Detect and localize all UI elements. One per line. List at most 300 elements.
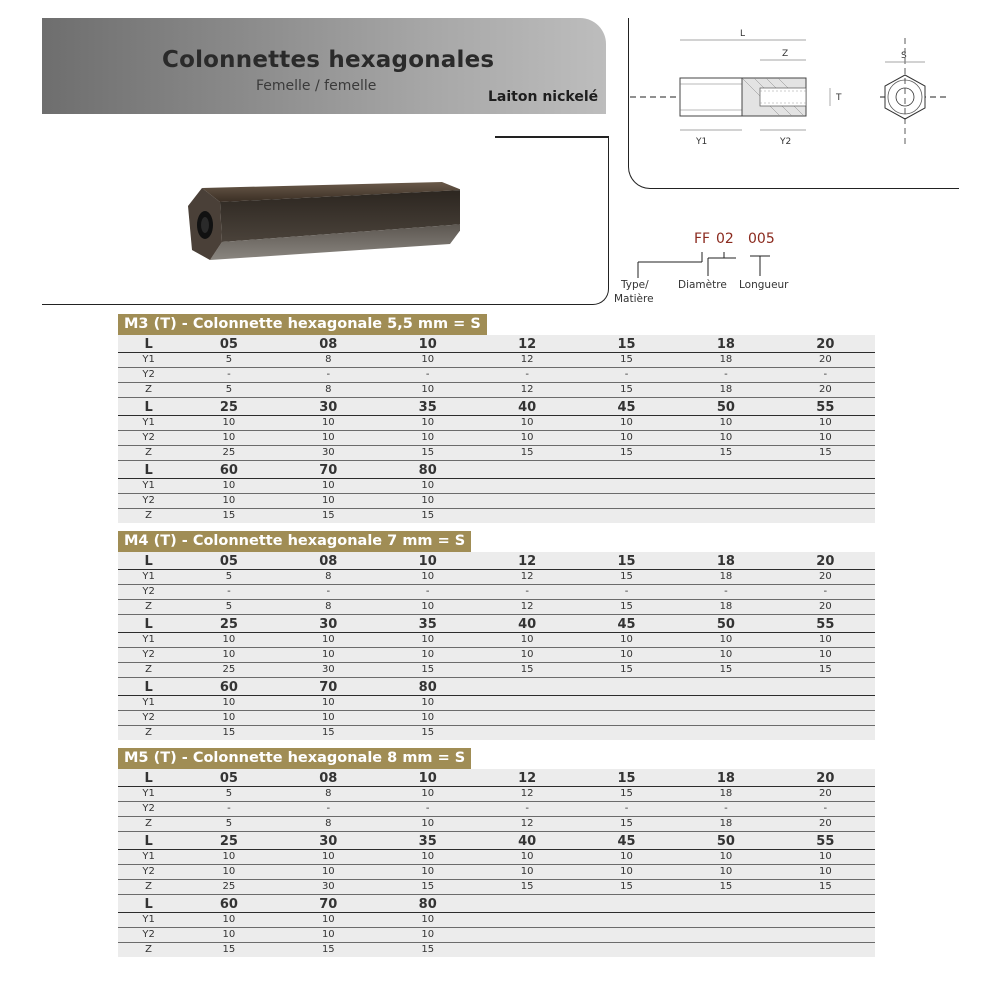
table-cell: 15 (620, 447, 633, 458)
table-cell: 15 (617, 554, 636, 569)
row-label: L (144, 771, 153, 786)
table-cell: 8 (325, 571, 332, 582)
table-cell: 30 (319, 617, 338, 632)
table-row (118, 696, 875, 711)
dim-label-y2: Y2 (780, 137, 792, 147)
page-subtitle: Femelle / femelle (256, 78, 377, 94)
row-label: Y1 (142, 788, 155, 799)
table-cell: 10 (818, 432, 832, 443)
table-cell: 15 (620, 601, 633, 612)
table-cell: 5 (225, 788, 233, 799)
table-cell: - (823, 369, 828, 380)
table-cell: 10 (222, 417, 236, 428)
table-row (118, 446, 875, 461)
table-cell: 15 (421, 881, 435, 892)
table-cell (776, 928, 875, 942)
table-cell: 12 (520, 788, 534, 799)
table-cell: 15 (321, 944, 335, 955)
table-cell (776, 711, 875, 725)
table-cell (676, 895, 775, 912)
row-label: Y1 (142, 417, 155, 428)
row-label: Y1 (142, 634, 155, 645)
table-cell (577, 479, 676, 493)
table-cell (676, 928, 775, 942)
photo-frame-top-line (495, 136, 608, 138)
row-label: Z (145, 510, 153, 521)
table-cell: 10 (321, 697, 335, 708)
table-cell: 35 (418, 617, 437, 632)
table-cell: 35 (418, 400, 437, 415)
table-row (118, 416, 875, 431)
dim-label-s: S (901, 51, 907, 61)
table-cell: 15 (620, 881, 633, 892)
row-label: Y1 (142, 697, 155, 708)
table-cell (577, 913, 676, 927)
table-cell: 55 (816, 834, 835, 849)
table-cell: 15 (620, 788, 633, 799)
row-label: Y2 (142, 649, 155, 660)
row-label: Y1 (142, 480, 155, 491)
spec-table (118, 335, 875, 523)
row-label: Z (145, 601, 153, 612)
table-row (118, 648, 875, 663)
table-cell (477, 711, 576, 725)
table-cell: 10 (222, 480, 236, 491)
table-row (118, 802, 875, 817)
table-cell: 15 (520, 447, 534, 458)
row-label: Y2 (142, 803, 155, 814)
table-cell: 18 (719, 601, 733, 612)
spec-table (118, 769, 875, 957)
row-label: L (144, 617, 153, 632)
table-cell: 30 (321, 447, 335, 458)
length-row (118, 615, 875, 633)
table-cell: 10 (321, 914, 335, 925)
table-cell: - (227, 369, 231, 380)
length-row (118, 769, 875, 787)
table-row (118, 509, 875, 523)
table-cell (577, 494, 676, 508)
table-cell: 15 (620, 664, 633, 675)
table-cell: 15 (222, 727, 236, 738)
table-cell: 15 (818, 664, 832, 675)
table-cell: 15 (421, 510, 435, 521)
table-row (118, 711, 875, 726)
table-cell: 5 (225, 384, 233, 395)
table-cell: 10 (818, 417, 832, 428)
table-cell: 30 (321, 881, 335, 892)
table-row (118, 494, 875, 509)
table-cell: 70 (319, 897, 338, 912)
table-row (118, 585, 875, 600)
table-cell: 25 (219, 617, 238, 632)
table-cell: 10 (421, 354, 435, 365)
code-part-type: FF (694, 231, 711, 247)
table-cell: 18 (719, 818, 733, 829)
row-label: Z (145, 881, 153, 892)
row-label: L (144, 554, 153, 569)
table-cell: 15 (719, 664, 733, 675)
table-cell: 10 (418, 554, 437, 569)
table-row (118, 633, 875, 648)
table-cell: 45 (617, 617, 636, 632)
table-cell: 15 (421, 664, 435, 675)
row-label: Z (145, 944, 153, 955)
table-cell: 12 (520, 354, 534, 365)
table-cell: 35 (418, 834, 437, 849)
table-cell: 10 (321, 495, 335, 506)
table-cell: 10 (620, 634, 633, 645)
table-cell (477, 461, 576, 478)
product-photo (180, 178, 460, 268)
table-cell (676, 943, 775, 957)
table-cell: 10 (321, 634, 335, 645)
table-cell: 50 (716, 834, 735, 849)
table-cell (477, 895, 576, 912)
table-cell (477, 509, 576, 523)
table-cell: 10 (421, 866, 435, 877)
table-cell: 80 (418, 463, 437, 478)
table-cell: 12 (520, 571, 534, 582)
table-cell: 55 (816, 400, 835, 415)
row-label: Z (145, 664, 153, 675)
table-cell: 15 (620, 571, 633, 582)
table-cell: 25 (219, 400, 238, 415)
row-label: Z (145, 727, 153, 738)
row-label: Y2 (142, 432, 155, 443)
row-label: Y2 (142, 495, 155, 506)
length-row (118, 895, 875, 913)
table-cell: 15 (620, 354, 633, 365)
table-cell: 10 (818, 634, 832, 645)
table-cell: 45 (617, 834, 636, 849)
table-cell: 10 (421, 601, 435, 612)
row-label: Y1 (142, 914, 155, 925)
table-cell (776, 678, 875, 695)
table-cell (676, 479, 775, 493)
legend-type: Type/ (621, 279, 649, 291)
table-cell: 15 (321, 727, 335, 738)
table-cell: 25 (222, 664, 236, 675)
row-label: L (144, 337, 153, 352)
table-cell: 20 (818, 601, 832, 612)
table-cell: - (425, 586, 430, 597)
table-cell: 18 (719, 788, 733, 799)
row-label: Z (145, 447, 153, 458)
table-cell: 40 (518, 834, 537, 849)
table-row (118, 913, 875, 928)
table-cell: 18 (719, 384, 733, 395)
table-cell: - (525, 803, 529, 814)
table-cell: 10 (818, 851, 832, 862)
row-label: Z (145, 384, 153, 395)
table-cell: 10 (418, 337, 437, 352)
table-cell: 20 (818, 571, 832, 582)
row-label: L (144, 834, 153, 849)
length-row (118, 832, 875, 850)
table-cell: - (525, 369, 529, 380)
table-cell (477, 479, 576, 493)
table-cell: 40 (518, 617, 537, 632)
table-cell: 5 (225, 601, 233, 612)
table-cell (676, 461, 775, 478)
table-cell: 10 (620, 866, 633, 877)
table-cell: 70 (319, 680, 338, 695)
table-cell: 10 (418, 771, 437, 786)
table-row (118, 663, 875, 678)
table-row (118, 787, 875, 802)
table-cell (676, 678, 775, 695)
table-cell: 10 (421, 384, 435, 395)
table-cell: 10 (520, 649, 534, 660)
technical-drawing (630, 18, 960, 158)
table-cell (577, 943, 676, 957)
table-cell: 10 (222, 495, 236, 506)
table-cell: 25 (222, 447, 236, 458)
table-cell: 70 (319, 463, 338, 478)
table-cell (477, 928, 576, 942)
table-cell: - (624, 803, 629, 814)
table-cell: 10 (620, 417, 633, 428)
length-row (118, 552, 875, 570)
code-part-length: 005 (748, 231, 775, 247)
table-cell: 10 (421, 432, 435, 443)
row-label: Y2 (142, 866, 155, 877)
row-label: L (144, 463, 153, 478)
table-cell: - (326, 803, 331, 814)
table-row (118, 928, 875, 943)
dim-label-y1: Y1 (696, 137, 708, 147)
row-label: Y2 (142, 712, 155, 723)
table-cell (676, 696, 775, 710)
table-cell (577, 726, 676, 740)
table-cell: 50 (716, 617, 735, 632)
table-cell (676, 913, 775, 927)
table-cell (577, 895, 676, 912)
table-cell (477, 726, 576, 740)
table-cell: 10 (620, 649, 633, 660)
table-cell (577, 928, 676, 942)
table-cell (776, 895, 875, 912)
legend-length: Longueur (739, 279, 789, 291)
table-cell: 60 (219, 897, 238, 912)
table-cell (776, 494, 875, 508)
table-cell: 10 (222, 697, 236, 708)
table-cell: 10 (421, 788, 435, 799)
table-cell: - (624, 586, 629, 597)
row-label: Y2 (142, 369, 155, 380)
table-cell: 10 (321, 480, 335, 491)
row-label: L (144, 680, 153, 695)
table-row (118, 850, 875, 865)
table-cell: 55 (816, 617, 835, 632)
table-cell: 20 (818, 788, 832, 799)
table-cell (577, 696, 676, 710)
table-cell (676, 494, 775, 508)
table-cell: 10 (719, 851, 733, 862)
table-cell (577, 461, 676, 478)
table-cell (676, 726, 775, 740)
table-row (118, 479, 875, 494)
table-cell (776, 943, 875, 957)
table-cell: 10 (421, 571, 435, 582)
table-cell: 15 (818, 881, 832, 892)
table-cell: 12 (518, 554, 537, 569)
table-cell: 10 (719, 649, 733, 660)
length-row (118, 678, 875, 696)
table-cell: 10 (421, 851, 435, 862)
table-cell: - (724, 803, 728, 814)
table-cell: 45 (617, 400, 636, 415)
table-row (118, 726, 875, 740)
table-cell: 10 (421, 649, 435, 660)
table-cell: 12 (518, 771, 537, 786)
table-cell (577, 711, 676, 725)
table-cell: - (326, 369, 331, 380)
row-label: Y2 (142, 586, 155, 597)
length-row (118, 461, 875, 479)
table-cell: 12 (520, 601, 534, 612)
table-cell: 20 (816, 337, 835, 352)
table-cell: 10 (321, 417, 335, 428)
section-heading: M4 (T) - Colonnette hexagonale 7 mm = S (118, 531, 471, 552)
table-cell: 20 (816, 771, 835, 786)
length-row (118, 398, 875, 416)
table-cell: 50 (716, 400, 735, 415)
table-cell: 15 (617, 337, 636, 352)
table-cell: 10 (421, 712, 435, 723)
table-cell: 10 (719, 866, 733, 877)
table-cell (676, 711, 775, 725)
table-cell: - (425, 369, 430, 380)
table-cell: - (227, 803, 231, 814)
table-cell: 8 (325, 818, 332, 829)
table-cell: 05 (219, 771, 238, 786)
table-row (118, 431, 875, 446)
table-cell: 10 (321, 866, 335, 877)
table-cell (776, 726, 875, 740)
table-cell: 12 (518, 337, 537, 352)
table-cell (776, 479, 875, 493)
table-cell: 08 (319, 337, 338, 352)
table-cell: 60 (219, 680, 238, 695)
table-cell: 10 (222, 649, 236, 660)
table-cell: 18 (716, 554, 735, 569)
table-cell (776, 913, 875, 927)
table-cell: 8 (325, 384, 332, 395)
table-cell: 8 (325, 601, 332, 612)
table-cell: 10 (222, 929, 236, 940)
row-label: Y1 (142, 354, 155, 365)
table-cell: - (724, 586, 728, 597)
length-row (118, 335, 875, 353)
table-cell: 15 (719, 447, 733, 458)
row-label: L (144, 897, 153, 912)
page-title: Colonnettes hexagonales (162, 47, 495, 73)
code-part-diameter: 02 (716, 231, 734, 247)
table-cell: 08 (319, 771, 338, 786)
table-cell: 05 (219, 337, 238, 352)
table-cell: 25 (219, 834, 238, 849)
section-heading: M3 (T) - Colonnette hexagonale 5,5 mm = S (118, 314, 487, 335)
table-row (118, 600, 875, 615)
table-cell: 20 (818, 384, 832, 395)
table-cell: 05 (219, 554, 238, 569)
table-cell: 10 (520, 417, 534, 428)
material-label: Laiton nickelé (488, 89, 599, 105)
table-cell: 5 (225, 354, 233, 365)
table-cell: 60 (219, 463, 238, 478)
table-cell: 15 (520, 881, 534, 892)
table-cell: 15 (617, 771, 636, 786)
table-cell: 10 (520, 432, 534, 443)
table-cell: 10 (421, 818, 435, 829)
dim-label-z: Z (782, 49, 789, 59)
legend-material: Matière (614, 293, 654, 305)
table-cell: 10 (421, 929, 435, 940)
table-cell: 5 (225, 571, 233, 582)
spec-table (118, 552, 875, 740)
table-cell: 18 (716, 771, 735, 786)
table-cell: 10 (321, 712, 335, 723)
table-cell: 40 (518, 400, 537, 415)
table-cell: 20 (818, 354, 832, 365)
table-cell: 10 (321, 432, 335, 443)
table-cell (477, 696, 576, 710)
table-row (118, 865, 875, 880)
table-cell (477, 913, 576, 927)
table-cell: - (425, 803, 430, 814)
table-cell: 10 (818, 649, 832, 660)
table-cell: 10 (321, 851, 335, 862)
row-label: Y1 (142, 851, 155, 862)
table-cell: 30 (319, 834, 338, 849)
table-cell: - (823, 586, 828, 597)
table-cell: 10 (222, 432, 236, 443)
table-cell: 30 (319, 400, 338, 415)
table-cell: 20 (816, 554, 835, 569)
table-cell: 10 (520, 866, 534, 877)
table-cell: 15 (421, 944, 435, 955)
table-cell: 15 (321, 510, 335, 521)
table-cell: 15 (620, 818, 633, 829)
table-cell: 18 (719, 354, 733, 365)
table-cell: 10 (321, 929, 335, 940)
table-cell: 10 (421, 634, 435, 645)
table-cell: 15 (520, 664, 534, 675)
table-cell: 10 (719, 432, 733, 443)
table-cell: 10 (818, 866, 832, 877)
table-cell: 15 (818, 447, 832, 458)
dim-label-l: L (740, 29, 746, 39)
table-cell: 10 (520, 634, 534, 645)
dim-label-t: T (836, 93, 842, 103)
table-cell: 8 (325, 788, 332, 799)
legend-diameter: Diamètre (678, 279, 727, 291)
table-cell (577, 678, 676, 695)
table-cell (477, 494, 576, 508)
table-cell: - (724, 369, 728, 380)
table-cell: 10 (321, 649, 335, 660)
table-cell: 10 (421, 495, 435, 506)
table-cell (776, 461, 875, 478)
table-cell: 15 (421, 447, 435, 458)
table-row (118, 383, 875, 398)
table-cell: 10 (222, 712, 236, 723)
row-label: Z (145, 818, 153, 829)
table-cell: 10 (421, 697, 435, 708)
table-cell: 15 (222, 510, 236, 521)
